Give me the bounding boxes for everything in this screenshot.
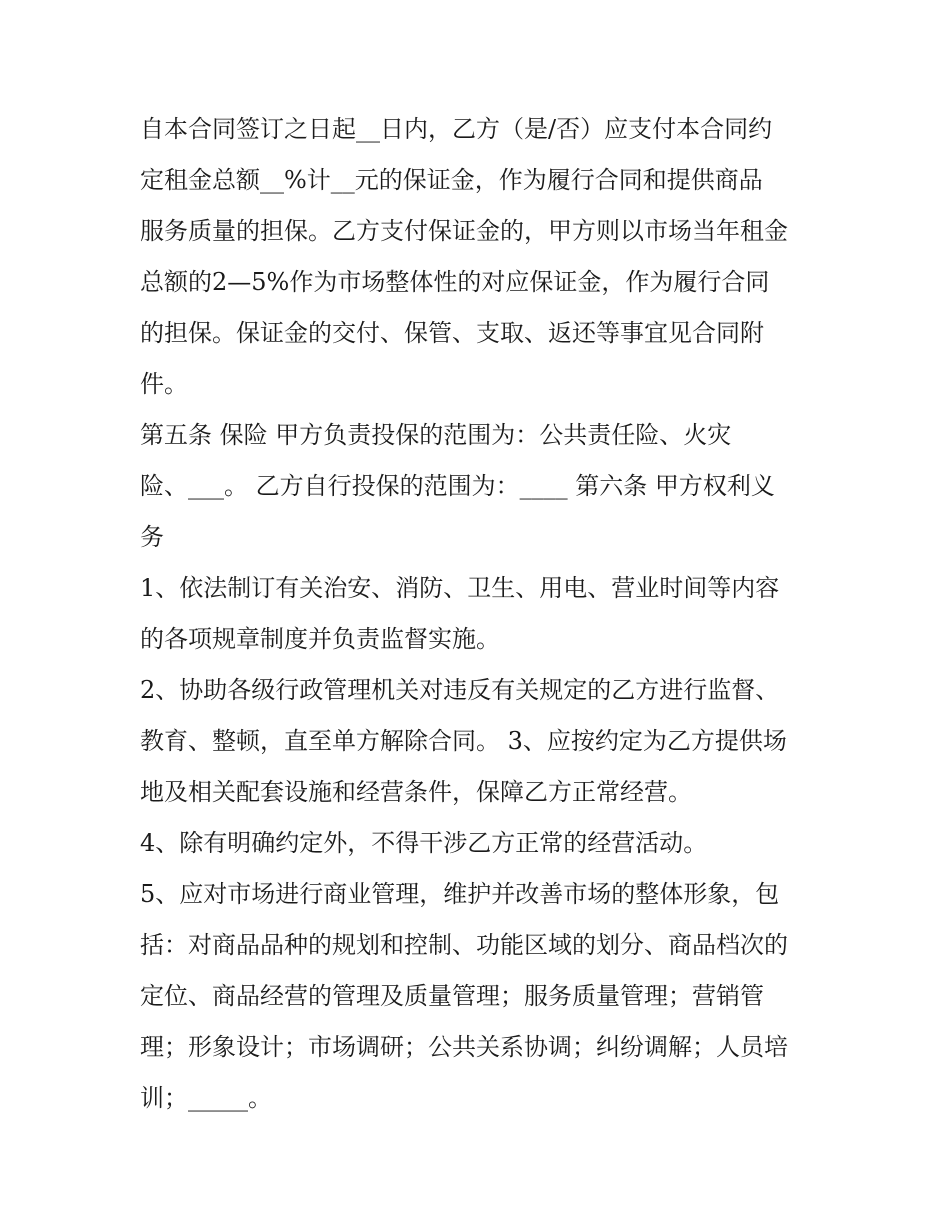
section-heading-line: 第五条 保险 甲方负责投保的范围为：公共责任险、火灾 [140, 421, 732, 449]
text-line: 定位、商品经营的管理及质量管理；服务质量管理；营销管 [140, 982, 764, 1010]
list-item-line: 2、协助各级行政管理机关对违反有关规定的乙方进行监督、 [140, 676, 780, 704]
text-line: 险、___。 乙方自行投保的范围为：____ 第六条 甲方权利义 [140, 472, 775, 500]
text-line: 括：对商品品种的规划和控制、功能区域的划分、商品档次的 [140, 931, 788, 959]
text-line: 自本合同签订之日起__日内，乙方（是/否）应支付本合同约 [140, 115, 773, 143]
text-line: 务 [140, 523, 164, 551]
text-line: 训；_____。 [140, 1084, 272, 1112]
text-line: 定租金总额__%计__元的保证金，作为履行合同和提供商品 [140, 166, 763, 194]
list-item-line: 5、应对市场进行商业管理，维护并改善市场的整体形象，包 [140, 880, 780, 908]
text-line: 地及相关配套设施和经营条件，保障乙方正常经营。 [140, 778, 692, 806]
text-line: 的各项规章制度并负责监督实施。 [140, 625, 500, 653]
text-line: 总额的2—5%作为市场整体性的对应保证金，作为履行合同 [140, 268, 770, 296]
text-line: 理；形象设计；市场调研；公共关系协调；纠纷调解；人员培 [140, 1033, 788, 1061]
text-line: 服务质量的担保。乙方支付保证金的，甲方则以市场当年租金 [140, 217, 788, 245]
list-item-line: 1、依法制订有关治安、消防、卫生、用电、营业时间等内容 [140, 574, 780, 602]
text-line: 的担保。保证金的交付、保管、支取、返还等事宜见合同附 [140, 319, 764, 347]
list-item-line: 4、除有明确约定外，不得干涉乙方正常的经营活动。 [140, 829, 708, 857]
contract-text [140, 104, 820, 1124]
text-line: 件。 [140, 370, 188, 398]
text-line: 教育、整顿，直至单方解除合同。 3、应按约定为乙方提供场 [140, 727, 787, 755]
